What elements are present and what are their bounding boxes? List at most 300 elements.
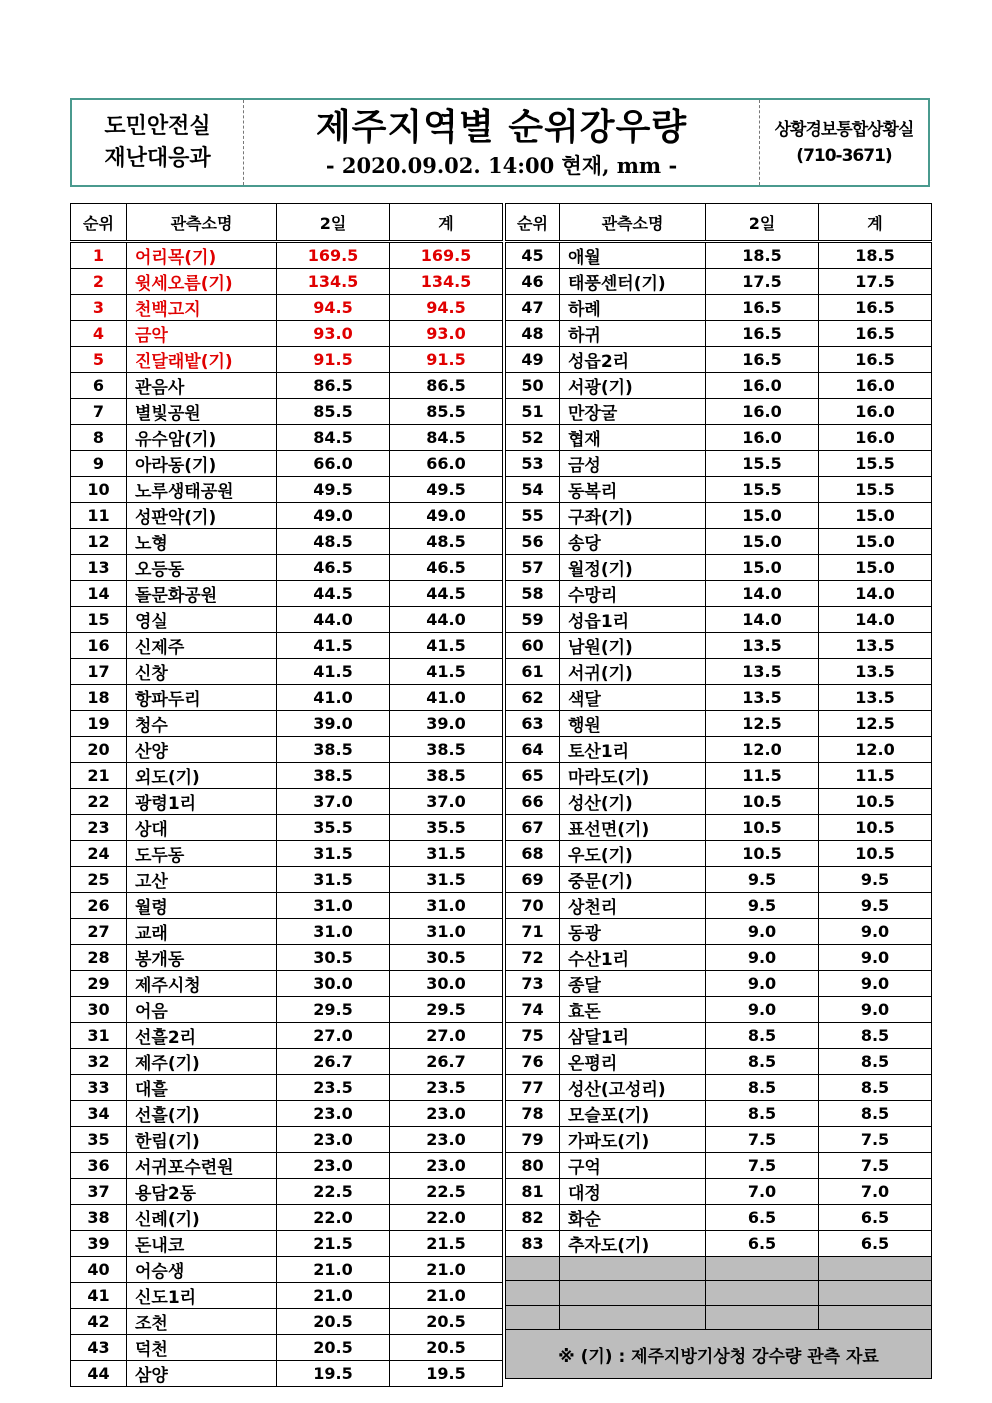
station-name-cell: 돈내코: [127, 1231, 277, 1257]
table-row: [506, 1179, 932, 1205]
total-rainfall-cell: 93.0: [390, 321, 503, 347]
total-rainfall-cell: 134.5: [390, 269, 503, 295]
table-header-row: [506, 204, 932, 242]
rank-cell: 58: [506, 581, 560, 607]
day2-rainfall-cell: 9.0: [706, 945, 819, 971]
total-rainfall-cell: 31.0: [390, 919, 503, 945]
station-name-cell: 광령1리: [127, 789, 277, 815]
station-name-cell: 월령: [127, 893, 277, 919]
total-rainfall-cell: 12.0: [819, 737, 932, 763]
day2-rainfall-cell: 49.5: [277, 477, 390, 503]
rank-cell: 36: [71, 1153, 127, 1179]
day2-rainfall-cell: 21.5: [277, 1231, 390, 1257]
table-body-left: [71, 242, 503, 1387]
rank-cell: 15: [71, 607, 127, 633]
table-row: [506, 1231, 932, 1257]
station-name-cell: 성산(기): [560, 789, 706, 815]
table-row: [71, 1023, 503, 1049]
station-name-cell: 신도1리: [127, 1283, 277, 1309]
station-name-cell: 월정(기): [560, 555, 706, 581]
total-rainfall-cell: 17.5: [819, 269, 932, 295]
station-name-cell: 영실: [127, 607, 277, 633]
total-rainfall-cell: 16.0: [819, 399, 932, 425]
table-row: [506, 1153, 932, 1179]
total-rainfall-cell: 7.5: [819, 1153, 932, 1179]
station-name-cell: 행원: [560, 711, 706, 737]
table-row: [506, 1023, 932, 1049]
total-rainfall-cell: 31.0: [390, 893, 503, 919]
table-row: [71, 295, 503, 321]
station-name-cell: 상대: [127, 815, 277, 841]
rank-cell: 21: [71, 763, 127, 789]
total-rainfall-cell: 21.0: [390, 1283, 503, 1309]
rank-cell: 57: [506, 555, 560, 581]
total-rainfall-cell: 23.0: [390, 1101, 503, 1127]
total-rainfall-cell: 41.5: [390, 659, 503, 685]
station-name-cell: 신례(기): [127, 1205, 277, 1231]
page-subtitle: - 2020.09.02. 14:00 현재, mm -: [325, 152, 678, 178]
station-name-cell: 돌문화공원: [127, 581, 277, 607]
rank-cell: 80: [506, 1153, 560, 1179]
day2-rainfall-cell: 20.5: [277, 1335, 390, 1361]
total-rainfall-cell: 30.0: [390, 971, 503, 997]
empty-cell: [706, 1281, 819, 1305]
station-name-cell: 대정: [560, 1179, 706, 1205]
station-name-cell: 청수: [127, 711, 277, 737]
day2-rainfall-cell: 22.5: [277, 1179, 390, 1205]
day2-rainfall-cell: 16.5: [706, 347, 819, 373]
station-name-cell: 신제주: [127, 633, 277, 659]
rank-cell: 5: [71, 347, 127, 373]
table-row: [71, 1231, 503, 1257]
table-row: [71, 711, 503, 737]
rank-cell: 70: [506, 893, 560, 919]
total-rainfall-cell: 30.5: [390, 945, 503, 971]
station-name-cell: 하귀: [560, 321, 706, 347]
table-row: [506, 242, 932, 269]
total-rainfall-cell: 49.0: [390, 503, 503, 529]
day2-rainfall-cell: 169.5: [277, 242, 390, 269]
total-rainfall-cell: 66.0: [390, 451, 503, 477]
empty-row: [506, 1257, 932, 1281]
empty-cell: [560, 1281, 706, 1305]
table-row: [71, 269, 503, 295]
table-row: [506, 633, 932, 659]
total-rainfall-cell: 22.0: [390, 1205, 503, 1231]
table-row: [71, 529, 503, 555]
table-row: [506, 1049, 932, 1075]
day2-rainfall-cell: 12.5: [706, 711, 819, 737]
total-rainfall-cell: 22.5: [390, 1179, 503, 1205]
station-name-cell: 어음: [127, 997, 277, 1023]
total-rainfall-cell: 35.5: [390, 815, 503, 841]
total-rainfall-cell: 31.5: [390, 841, 503, 867]
department-line1: 도민안전실: [104, 113, 211, 139]
rank-cell: 39: [71, 1231, 127, 1257]
table-row: [71, 945, 503, 971]
rank-cell: 23: [71, 815, 127, 841]
total-rainfall-cell: 8.5: [819, 1049, 932, 1075]
report-header: [70, 98, 930, 187]
rank-cell: 69: [506, 867, 560, 893]
table-row: [506, 815, 932, 841]
day2-rainfall-cell: 49.0: [277, 503, 390, 529]
day2-rainfall-cell: 94.5: [277, 295, 390, 321]
station-name-cell: 하례: [560, 295, 706, 321]
rainfall-table-right: [505, 203, 932, 1379]
rank-cell: 30: [71, 997, 127, 1023]
day2-rainfall-cell: 23.5: [277, 1075, 390, 1101]
table-row: [506, 321, 932, 347]
station-name-cell: 제주(기): [127, 1049, 277, 1075]
table-row: [71, 1049, 503, 1075]
station-name-cell: 노루생태공원: [127, 477, 277, 503]
station-name-cell: 성산(고성리): [560, 1075, 706, 1101]
table-row: [506, 867, 932, 893]
day2-rainfall-cell: 41.5: [277, 659, 390, 685]
day2-rainfall-cell: 91.5: [277, 347, 390, 373]
table-row: [71, 763, 503, 789]
station-name-cell: 태풍센터(기): [560, 269, 706, 295]
total-rainfall-cell: 23.5: [390, 1075, 503, 1101]
day2-rainfall-cell: 18.5: [706, 242, 819, 269]
total-rainfall-cell: 16.0: [819, 373, 932, 399]
station-name-cell: 성읍2리: [560, 347, 706, 373]
table-header-row: [71, 204, 503, 242]
empty-cell: [819, 1257, 932, 1281]
rank-cell: 56: [506, 529, 560, 555]
day2-rainfall-cell: 16.5: [706, 295, 819, 321]
station-name-cell: 중문(기): [560, 867, 706, 893]
rank-cell: 31: [71, 1023, 127, 1049]
day2-rainfall-cell: 14.0: [706, 607, 819, 633]
total-rainfall-cell: 8.5: [819, 1075, 932, 1101]
day2-rainfall-cell: 38.5: [277, 763, 390, 789]
total-rainfall-cell: 41.0: [390, 685, 503, 711]
total-rainfall-cell: 9.0: [819, 945, 932, 971]
total-rainfall-cell: 11.5: [819, 763, 932, 789]
total-rainfall-cell: 8.5: [819, 1101, 932, 1127]
total-rainfall-cell: 49.5: [390, 477, 503, 503]
office-box: [760, 100, 928, 185]
total-rainfall-cell: 48.5: [390, 529, 503, 555]
rank-cell: 77: [506, 1075, 560, 1101]
total-rainfall-cell: 19.5: [390, 1361, 503, 1387]
rank-cell: 48: [506, 321, 560, 347]
day2-rainfall-cell: 30.5: [277, 945, 390, 971]
station-name-cell: 성판악(기): [127, 503, 277, 529]
day2-rainfall-cell: 30.0: [277, 971, 390, 997]
total-rainfall-cell: 15.0: [819, 529, 932, 555]
table-row: [506, 399, 932, 425]
header-day2: 2일: [277, 204, 390, 242]
day2-rainfall-cell: 20.5: [277, 1309, 390, 1335]
day2-rainfall-cell: 27.0: [277, 1023, 390, 1049]
day2-rainfall-cell: 17.5: [706, 269, 819, 295]
station-name-cell: 삼달1리: [560, 1023, 706, 1049]
station-name-cell: 상천리: [560, 893, 706, 919]
table-row: [506, 711, 932, 737]
total-rainfall-cell: 94.5: [390, 295, 503, 321]
table-row: [71, 451, 503, 477]
empty-row: [506, 1281, 932, 1305]
rank-cell: 47: [506, 295, 560, 321]
day2-rainfall-cell: 44.0: [277, 607, 390, 633]
table-row: [71, 1361, 503, 1387]
rank-cell: 28: [71, 945, 127, 971]
table-row: [71, 399, 503, 425]
rank-cell: 9: [71, 451, 127, 477]
day2-rainfall-cell: 8.5: [706, 1023, 819, 1049]
rank-cell: 74: [506, 997, 560, 1023]
station-name-cell: 삼양: [127, 1361, 277, 1387]
rank-cell: 60: [506, 633, 560, 659]
total-rainfall-cell: 15.5: [819, 451, 932, 477]
total-rainfall-cell: 21.0: [390, 1257, 503, 1283]
table-row: [506, 451, 932, 477]
day2-rainfall-cell: 21.0: [277, 1283, 390, 1309]
total-rainfall-cell: 14.0: [819, 581, 932, 607]
rank-cell: 34: [71, 1101, 127, 1127]
table-row: [71, 555, 503, 581]
day2-rainfall-cell: 16.0: [706, 373, 819, 399]
station-name-cell: 유수암(기): [127, 425, 277, 451]
day2-rainfall-cell: 31.5: [277, 867, 390, 893]
station-name-cell: 모슬포(기): [560, 1101, 706, 1127]
rank-cell: 24: [71, 841, 127, 867]
total-rainfall-cell: 18.5: [819, 242, 932, 269]
table-row: [506, 997, 932, 1023]
header-station: 관측소명: [560, 204, 706, 242]
day2-rainfall-cell: 12.0: [706, 737, 819, 763]
day2-rainfall-cell: 16.0: [706, 399, 819, 425]
table-row: [506, 269, 932, 295]
table-row: [506, 425, 932, 451]
day2-rainfall-cell: 9.0: [706, 971, 819, 997]
rank-cell: 3: [71, 295, 127, 321]
rank-cell: 64: [506, 737, 560, 763]
station-name-cell: 한림(기): [127, 1127, 277, 1153]
day2-rainfall-cell: 13.5: [706, 685, 819, 711]
day2-rainfall-cell: 13.5: [706, 659, 819, 685]
station-name-cell: 노형: [127, 529, 277, 555]
station-name-cell: 송당: [560, 529, 706, 555]
table-row: [506, 1101, 932, 1127]
station-name-cell: 서귀(기): [560, 659, 706, 685]
table-row: [71, 581, 503, 607]
day2-rainfall-cell: 15.0: [706, 503, 819, 529]
rank-cell: 27: [71, 919, 127, 945]
day2-rainfall-cell: 29.5: [277, 997, 390, 1023]
rank-cell: 54: [506, 477, 560, 503]
rank-cell: 51: [506, 399, 560, 425]
empty-cell: [506, 1281, 560, 1305]
total-rainfall-cell: 16.5: [819, 295, 932, 321]
rank-cell: 25: [71, 867, 127, 893]
table-row: [71, 1205, 503, 1231]
table-row: [506, 529, 932, 555]
day2-rainfall-cell: 14.0: [706, 581, 819, 607]
total-rainfall-cell: 85.5: [390, 399, 503, 425]
header-rank: 순위: [506, 204, 560, 242]
rank-cell: 46: [506, 269, 560, 295]
station-name-cell: 도두동: [127, 841, 277, 867]
total-rainfall-cell: 6.5: [819, 1205, 932, 1231]
rank-cell: 14: [71, 581, 127, 607]
station-name-cell: 성읍1리: [560, 607, 706, 633]
table-row: [506, 737, 932, 763]
table-row: [71, 373, 503, 399]
table-row: [506, 1205, 932, 1231]
total-rainfall-cell: 9.0: [819, 919, 932, 945]
footnote: ※ (기) : 제주지방기상청 강수량 관측 자료: [506, 1330, 932, 1379]
station-name-cell: 조천: [127, 1309, 277, 1335]
total-rainfall-cell: 31.5: [390, 867, 503, 893]
rainfall-table-left: [70, 203, 503, 1387]
total-rainfall-cell: 169.5: [390, 242, 503, 269]
table-row: [506, 971, 932, 997]
station-name-cell: 진달래밭(기): [127, 347, 277, 373]
day2-rainfall-cell: 23.0: [277, 1153, 390, 1179]
header-day2: 2일: [706, 204, 819, 242]
rank-cell: 40: [71, 1257, 127, 1283]
total-rainfall-cell: 16.0: [819, 425, 932, 451]
table-row: [71, 1127, 503, 1153]
empty-cell: [560, 1305, 706, 1329]
rank-cell: 65: [506, 763, 560, 789]
department-line2: 재난대응과: [104, 145, 211, 171]
station-name-cell: 어리목(기): [127, 242, 277, 269]
table-row: [506, 373, 932, 399]
station-name-cell: 색달: [560, 685, 706, 711]
station-name-cell: 신창: [127, 659, 277, 685]
total-rainfall-cell: 15.0: [819, 555, 932, 581]
table-row: [71, 867, 503, 893]
total-rainfall-cell: 13.5: [819, 685, 932, 711]
total-rainfall-cell: 84.5: [390, 425, 503, 451]
table-row: [71, 633, 503, 659]
day2-rainfall-cell: 8.5: [706, 1075, 819, 1101]
total-rainfall-cell: 16.5: [819, 347, 932, 373]
station-name-cell: 별빛공원: [127, 399, 277, 425]
table-row: [71, 737, 503, 763]
station-name-cell: 항파두리: [127, 685, 277, 711]
rank-cell: 71: [506, 919, 560, 945]
table-row: [71, 425, 503, 451]
rank-cell: 29: [71, 971, 127, 997]
total-rainfall-cell: 20.5: [390, 1335, 503, 1361]
table-row: [506, 503, 932, 529]
day2-rainfall-cell: 93.0: [277, 321, 390, 347]
header-total: 계: [819, 204, 932, 242]
rank-cell: 53: [506, 451, 560, 477]
rank-cell: 73: [506, 971, 560, 997]
station-name-cell: 산양: [127, 737, 277, 763]
empty-cell: [819, 1305, 932, 1329]
day2-rainfall-cell: 84.5: [277, 425, 390, 451]
rank-cell: 2: [71, 269, 127, 295]
station-name-cell: 어승생: [127, 1257, 277, 1283]
station-name-cell: 구좌(기): [560, 503, 706, 529]
department-box: [72, 100, 244, 185]
total-rainfall-cell: 13.5: [819, 659, 932, 685]
rank-cell: 44: [71, 1361, 127, 1387]
rank-cell: 72: [506, 945, 560, 971]
table-row: [506, 945, 932, 971]
table-row: [71, 789, 503, 815]
day2-rainfall-cell: 15.0: [706, 529, 819, 555]
rank-cell: 78: [506, 1101, 560, 1127]
rank-cell: 55: [506, 503, 560, 529]
day2-rainfall-cell: 15.0: [706, 555, 819, 581]
day2-rainfall-cell: 22.0: [277, 1205, 390, 1231]
day2-rainfall-cell: 35.5: [277, 815, 390, 841]
day2-rainfall-cell: 23.0: [277, 1127, 390, 1153]
station-name-cell: 천백고지: [127, 295, 277, 321]
day2-rainfall-cell: 7.0: [706, 1179, 819, 1205]
station-name-cell: 온평리: [560, 1049, 706, 1075]
rank-cell: 19: [71, 711, 127, 737]
table-row: [506, 295, 932, 321]
total-rainfall-cell: 91.5: [390, 347, 503, 373]
total-rainfall-cell: 9.5: [819, 867, 932, 893]
rank-cell: 50: [506, 373, 560, 399]
day2-rainfall-cell: 19.5: [277, 1361, 390, 1387]
day2-rainfall-cell: 31.0: [277, 893, 390, 919]
station-name-cell: 수망리: [560, 581, 706, 607]
total-rainfall-cell: 16.5: [819, 321, 932, 347]
total-rainfall-cell: 13.5: [819, 633, 932, 659]
day2-rainfall-cell: 10.5: [706, 841, 819, 867]
total-rainfall-cell: 46.5: [390, 555, 503, 581]
rank-cell: 41: [71, 1283, 127, 1309]
station-name-cell: 선흘2리: [127, 1023, 277, 1049]
rank-cell: 18: [71, 685, 127, 711]
header-rank: 순위: [71, 204, 127, 242]
day2-rainfall-cell: 15.5: [706, 451, 819, 477]
day2-rainfall-cell: 41.0: [277, 685, 390, 711]
station-name-cell: 제주시청: [127, 971, 277, 997]
day2-rainfall-cell: 6.5: [706, 1205, 819, 1231]
total-rainfall-cell: 9.0: [819, 997, 932, 1023]
total-rainfall-cell: 15.5: [819, 477, 932, 503]
table-row: [71, 893, 503, 919]
rank-cell: 33: [71, 1075, 127, 1101]
rank-cell: 7: [71, 399, 127, 425]
day2-rainfall-cell: 134.5: [277, 269, 390, 295]
rank-cell: 83: [506, 1231, 560, 1257]
station-name-cell: 덕천: [127, 1335, 277, 1361]
empty-cell: [819, 1281, 932, 1305]
table-row: [506, 607, 932, 633]
total-rainfall-cell: 8.5: [819, 1023, 932, 1049]
day2-rainfall-cell: 9.5: [706, 867, 819, 893]
day2-rainfall-cell: 31.5: [277, 841, 390, 867]
rank-cell: 68: [506, 841, 560, 867]
day2-rainfall-cell: 16.5: [706, 321, 819, 347]
table-row: [506, 659, 932, 685]
table-row: [506, 893, 932, 919]
station-name-cell: 협재: [560, 425, 706, 451]
rank-cell: 81: [506, 1179, 560, 1205]
table-row: [71, 685, 503, 711]
day2-rainfall-cell: 23.0: [277, 1101, 390, 1127]
table-row: [71, 1101, 503, 1127]
day2-rainfall-cell: 41.5: [277, 633, 390, 659]
total-rainfall-cell: 20.5: [390, 1309, 503, 1335]
rank-cell: 12: [71, 529, 127, 555]
empty-row: [506, 1305, 932, 1329]
